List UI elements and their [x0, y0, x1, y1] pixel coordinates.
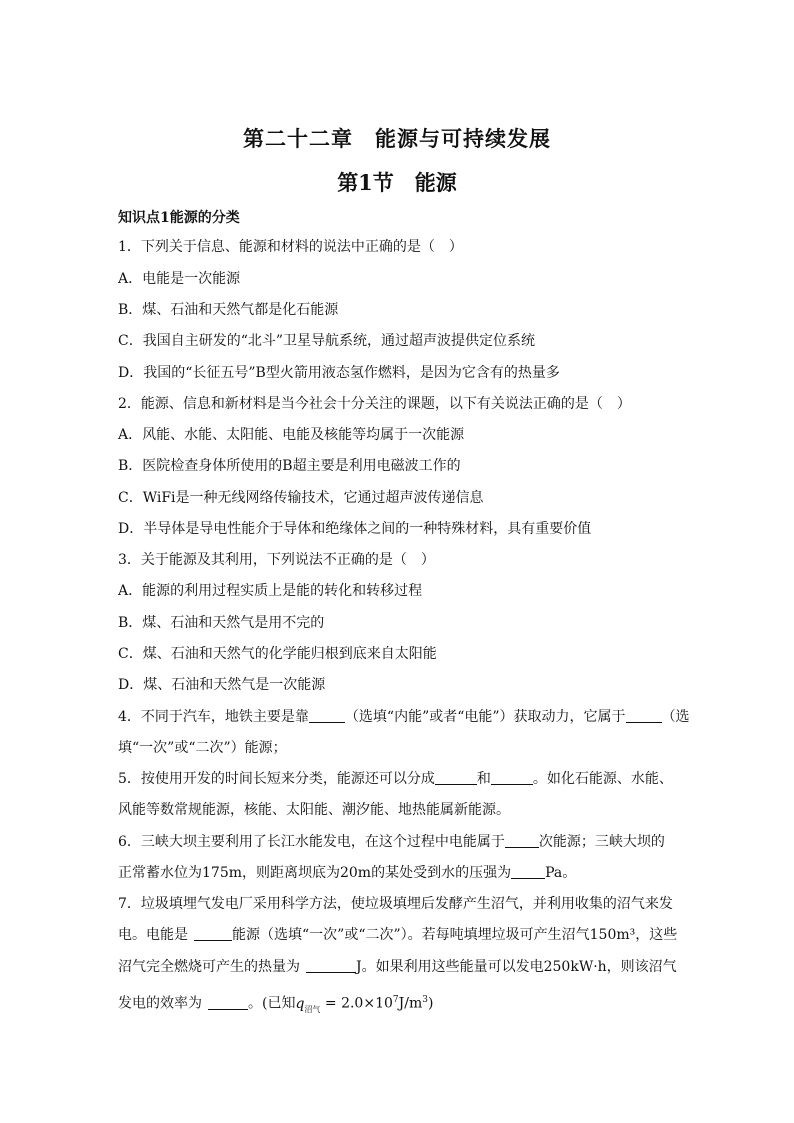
- q3-option-d: D．煤、石油和天然气是一次能源: [118, 677, 326, 693]
- q7-text-1: 电。电能是: [118, 927, 188, 943]
- q4-text-3: （选: [661, 709, 690, 725]
- q4-blank-2[interactable]: [626, 708, 662, 723]
- knowledge-point-heading: 知识点1能源的分类: [118, 210, 240, 226]
- q4-text-1: 4．不同于汽车，地铁主要是靠: [118, 709, 309, 725]
- q6-blank-2[interactable]: [511, 864, 545, 879]
- q5-blank-1[interactable]: [435, 770, 477, 785]
- q6-line2: [118, 864, 678, 882]
- q7-text-end: ): [427, 995, 434, 1012]
- q7-q-symbol: q: [295, 995, 305, 1012]
- q7-line1: 7．垃圾填埋气发电厂采用科学方法，使垃圾填埋后发酵产生沼气，并利用收集的沼气来发: [118, 896, 673, 912]
- q4-blank-1[interactable]: [309, 708, 345, 723]
- q6-text-2: 次能源；三峡大坝的: [538, 834, 665, 850]
- q7-blank-1[interactable]: [194, 926, 232, 941]
- q5-text-3: 。如化石能源、水能、: [532, 771, 673, 787]
- q7-formula: [295, 996, 320, 1012]
- q7-q-value: = 2.0×10: [320, 995, 393, 1012]
- q5-blank-2[interactable]: [491, 770, 533, 785]
- q2-option-d: D．半导体是导电性能介于导体和绝缘体之间的一种特殊材料，具有重要价值: [118, 521, 592, 537]
- q2-option-b: B．医院检查身体所使用的B超主要是利用电磁波工作的: [118, 458, 461, 474]
- q7-text-2: 能源（选填“一次”或“二次”）。若每吨填埋垃圾可产生沼气150m³，这些: [232, 927, 678, 943]
- q5-text-2: 和: [476, 771, 491, 787]
- q6-text-1: 6．三峡大坝主要利用了长江水能发电，在这个过程中电能属于: [118, 834, 505, 850]
- q7-q-unit: J/m: [398, 995, 423, 1012]
- q5-line1: [118, 770, 678, 788]
- section-title: 第1节 能源: [337, 170, 457, 195]
- q1-option-b: B．煤、石油和天然气都是化石能源: [118, 302, 339, 318]
- q7-text-6: 。(已知: [248, 995, 296, 1012]
- q4-line1: [118, 708, 690, 726]
- q2-option-c: C．WiFi是一种无线网络传输技术，它通过超声波传递信息: [118, 490, 484, 506]
- q7-q-exponent: 7: [392, 995, 399, 1005]
- q7-line2: [118, 926, 678, 944]
- q3-option-a: A．能源的利用过程实质上是能的转化和转移过程: [118, 583, 423, 599]
- q2-stem: 2．能源、信息和新材料是当今社会十分关注的课题，以下有关说法正确的是（ ）: [118, 396, 631, 412]
- q6-blank-1[interactable]: [505, 833, 539, 848]
- q7-q-subscript: 沼气: [304, 1004, 321, 1014]
- q7-blank-3[interactable]: [208, 995, 248, 1010]
- q7-text-5: 发电的效率为: [118, 995, 202, 1012]
- q1-option-c: C．我国自主研发的“北斗”卫星导航系统，通过超声波提供定位系统: [118, 333, 536, 349]
- q7-blank-2[interactable]: [306, 958, 356, 973]
- q4-text-2: （选填“内能”或者“电能”）获取动力，它属于: [344, 709, 626, 725]
- q7-text-4: J。如果利用这些能量可以发电250kW·h，则该沼气: [356, 959, 677, 975]
- q6-text-4: Pa。: [545, 865, 577, 881]
- q5-text-1: 5．按使用开发的时间长短来分类，能源还可以分成: [118, 771, 435, 787]
- q6-text-3: 正常蓄水位为175m，则距离坝底为20m的某处受到水的压强为: [118, 865, 512, 881]
- q1-option-d: D．我国的“长征五号”B型火箭用液态氢作燃料，是因为它含有的热量多: [118, 365, 560, 381]
- q1-option-a: A．电能是一次能源: [118, 271, 241, 287]
- chapter-title: 第二十二章 能源与可持续发展: [243, 126, 551, 151]
- q6-line1: [118, 833, 678, 851]
- q1-stem: 1．下列关于信息、能源和材料的说法中正确的是（ ）: [118, 239, 463, 255]
- q3-option-c: C．煤、石油和天然气的化学能归根到底来自太阳能: [118, 646, 437, 662]
- q7-q-unit-exponent: 3: [422, 995, 428, 1005]
- q5-line2: 风能等数常规能源，核能、太阳能、潮汐能、地热能属新能源。: [118, 802, 510, 818]
- q3-option-b: B．煤、石油和天然气是用不完的: [118, 615, 325, 631]
- q2-option-a: A．风能、水能、太阳能、电能及核能等均属于一次能源: [118, 427, 465, 443]
- q4-line2: 填“一次”或“二次”）能源；: [118, 740, 287, 756]
- q7-text-3: 沼气完全燃烧可产生的热量为: [118, 959, 300, 975]
- q7-line3: [118, 958, 678, 976]
- q7-line4: [118, 991, 678, 1018]
- q3-stem: 3．关于能源及其利用，下列说法不正确的是（ ）: [118, 552, 435, 568]
